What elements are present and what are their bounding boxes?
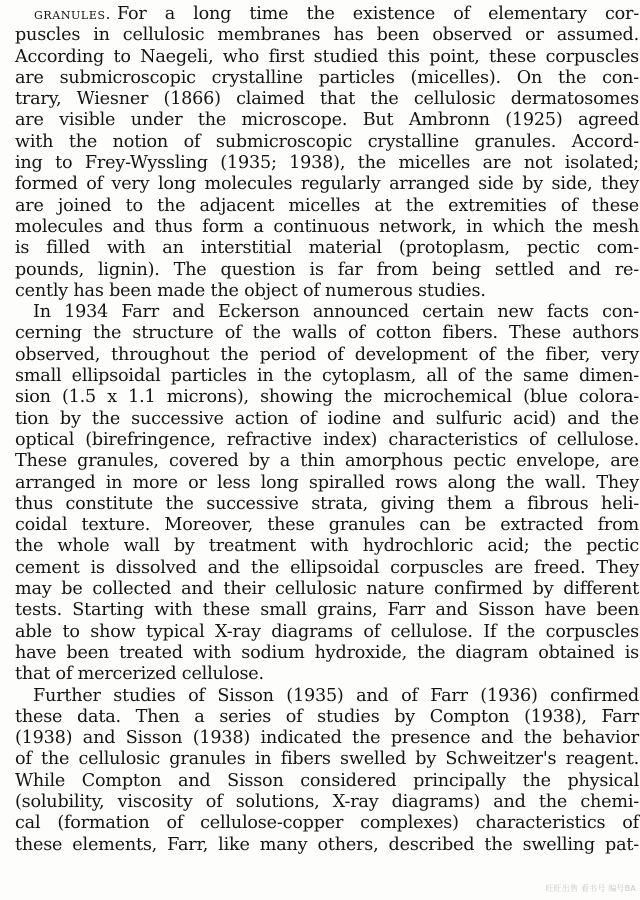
text-line: may be collected and their cellulosic nature confirmed by different bbox=[15, 579, 639, 600]
text-line: granules. For a long time the existence of elementary cor- bbox=[34, 4, 639, 24]
text-line: these data. Then a series of studies by Compton (1938), Farr bbox=[15, 706, 639, 727]
text-line: these elements, Farr, like many others, described the swelling pat- bbox=[15, 834, 639, 855]
text-line: cement is dissolved and the ellipsoidal corpuscles are freed. They bbox=[15, 557, 639, 578]
text-line: cal (formation of cellulose-copper complexes) characteristics of bbox=[15, 813, 639, 834]
text-line: observed, throughout the period of development of the fiber, very bbox=[15, 344, 639, 365]
text-line: thus constitute the successive strata, giving them a fibrous heli- bbox=[15, 493, 639, 514]
text-line: sion (1.5 x 1.1 microns), showing the microchemical (blue colora- bbox=[15, 387, 639, 408]
text-line: These granules, covered by a thin amorphous pectic envelope, are bbox=[15, 451, 639, 472]
text-line: coidal texture. Moreover, these granules can be extracted from bbox=[15, 515, 639, 536]
text-line: arranged in more or less long spiralled rows along the wall. They bbox=[15, 472, 639, 493]
text-line: cerning the structure of the walls of cotton fibers. These authors bbox=[15, 323, 639, 344]
text-line: (1938) and Sisson (1938) indicated the presence and the behavior bbox=[15, 728, 639, 749]
text-line: tion by the successive action of iodine and sulfuric acid) and the bbox=[15, 408, 639, 429]
text-line: that of mercerized cellulose. bbox=[15, 664, 264, 685]
text-line: pounds, lignin). The question is far from being settled and re- bbox=[15, 259, 639, 280]
text-line: molecules and thus form a continuous network, in which the mesh bbox=[15, 216, 639, 237]
text-line: Further studies of Sisson (1935) and of Farr (1936) confirmed bbox=[33, 685, 639, 706]
text-line: puscles in cellulosic membranes has been observed or assumed. bbox=[15, 25, 639, 46]
text-line: In 1934 Farr and Eckerson announced certain new facts con- bbox=[33, 302, 639, 323]
text-line: with the notion of submicroscopic crystalline granules. Accord- bbox=[15, 131, 639, 152]
text-line: are visible under the microscope. But Ambronn (1925) agreed bbox=[15, 110, 639, 131]
text-line: is filled with an interstitial material (protoplasm, pectic com- bbox=[15, 238, 639, 259]
text-line: formed of very long molecules regularly arranged side by side, they bbox=[15, 174, 639, 195]
text-line: tests. Starting with these small grains, Farr and Sisson have been bbox=[15, 600, 639, 621]
text-line: are submicroscopic crystalline particles (micelles). On the con- bbox=[15, 67, 639, 88]
body-text bbox=[15, 4, 639, 856]
text-line: able to show typical X-ray diagrams of cellulose. If the corpuscles bbox=[15, 621, 639, 642]
section-heading: granules. bbox=[34, 5, 111, 23]
text-line: trary, Wiesner (1866) claimed that the cellulosic dermatosomes bbox=[15, 89, 639, 110]
watermark: 旺旺出售 看书号 编号BA bbox=[545, 884, 636, 893]
text-line: have been treated with sodium hydroxide, the diagram obtained is bbox=[15, 642, 639, 663]
text-line: cently has been made the object of numerous studies. bbox=[15, 280, 486, 301]
text-line: the whole wall by treatment with hydrochloric acid; the pectic bbox=[15, 536, 639, 557]
text-line: According to Naegeli, who first studied this point, these corpuscles bbox=[15, 46, 639, 67]
text-line: ing to Frey-Wyssling (1935; 1938), the micelles are not isolated; bbox=[15, 153, 639, 174]
text-line: are joined to the adjacent micelles at the extremities of these bbox=[15, 195, 639, 216]
text-line: While Compton and Sisson considered principally the physical bbox=[15, 770, 639, 791]
text-line: optical (birefringence, refractive index) characteristics of cellulose. bbox=[15, 429, 639, 450]
text-line: of the cellulosic granules in fibers swelled by Schweitzer's reagent. bbox=[15, 749, 639, 770]
text-line: small ellipsoidal particles in the cytoplasm, all of the same dimen- bbox=[15, 366, 639, 387]
text-line: (solubility, viscosity of solutions, X-ray diagrams) and the chemi- bbox=[15, 791, 639, 812]
